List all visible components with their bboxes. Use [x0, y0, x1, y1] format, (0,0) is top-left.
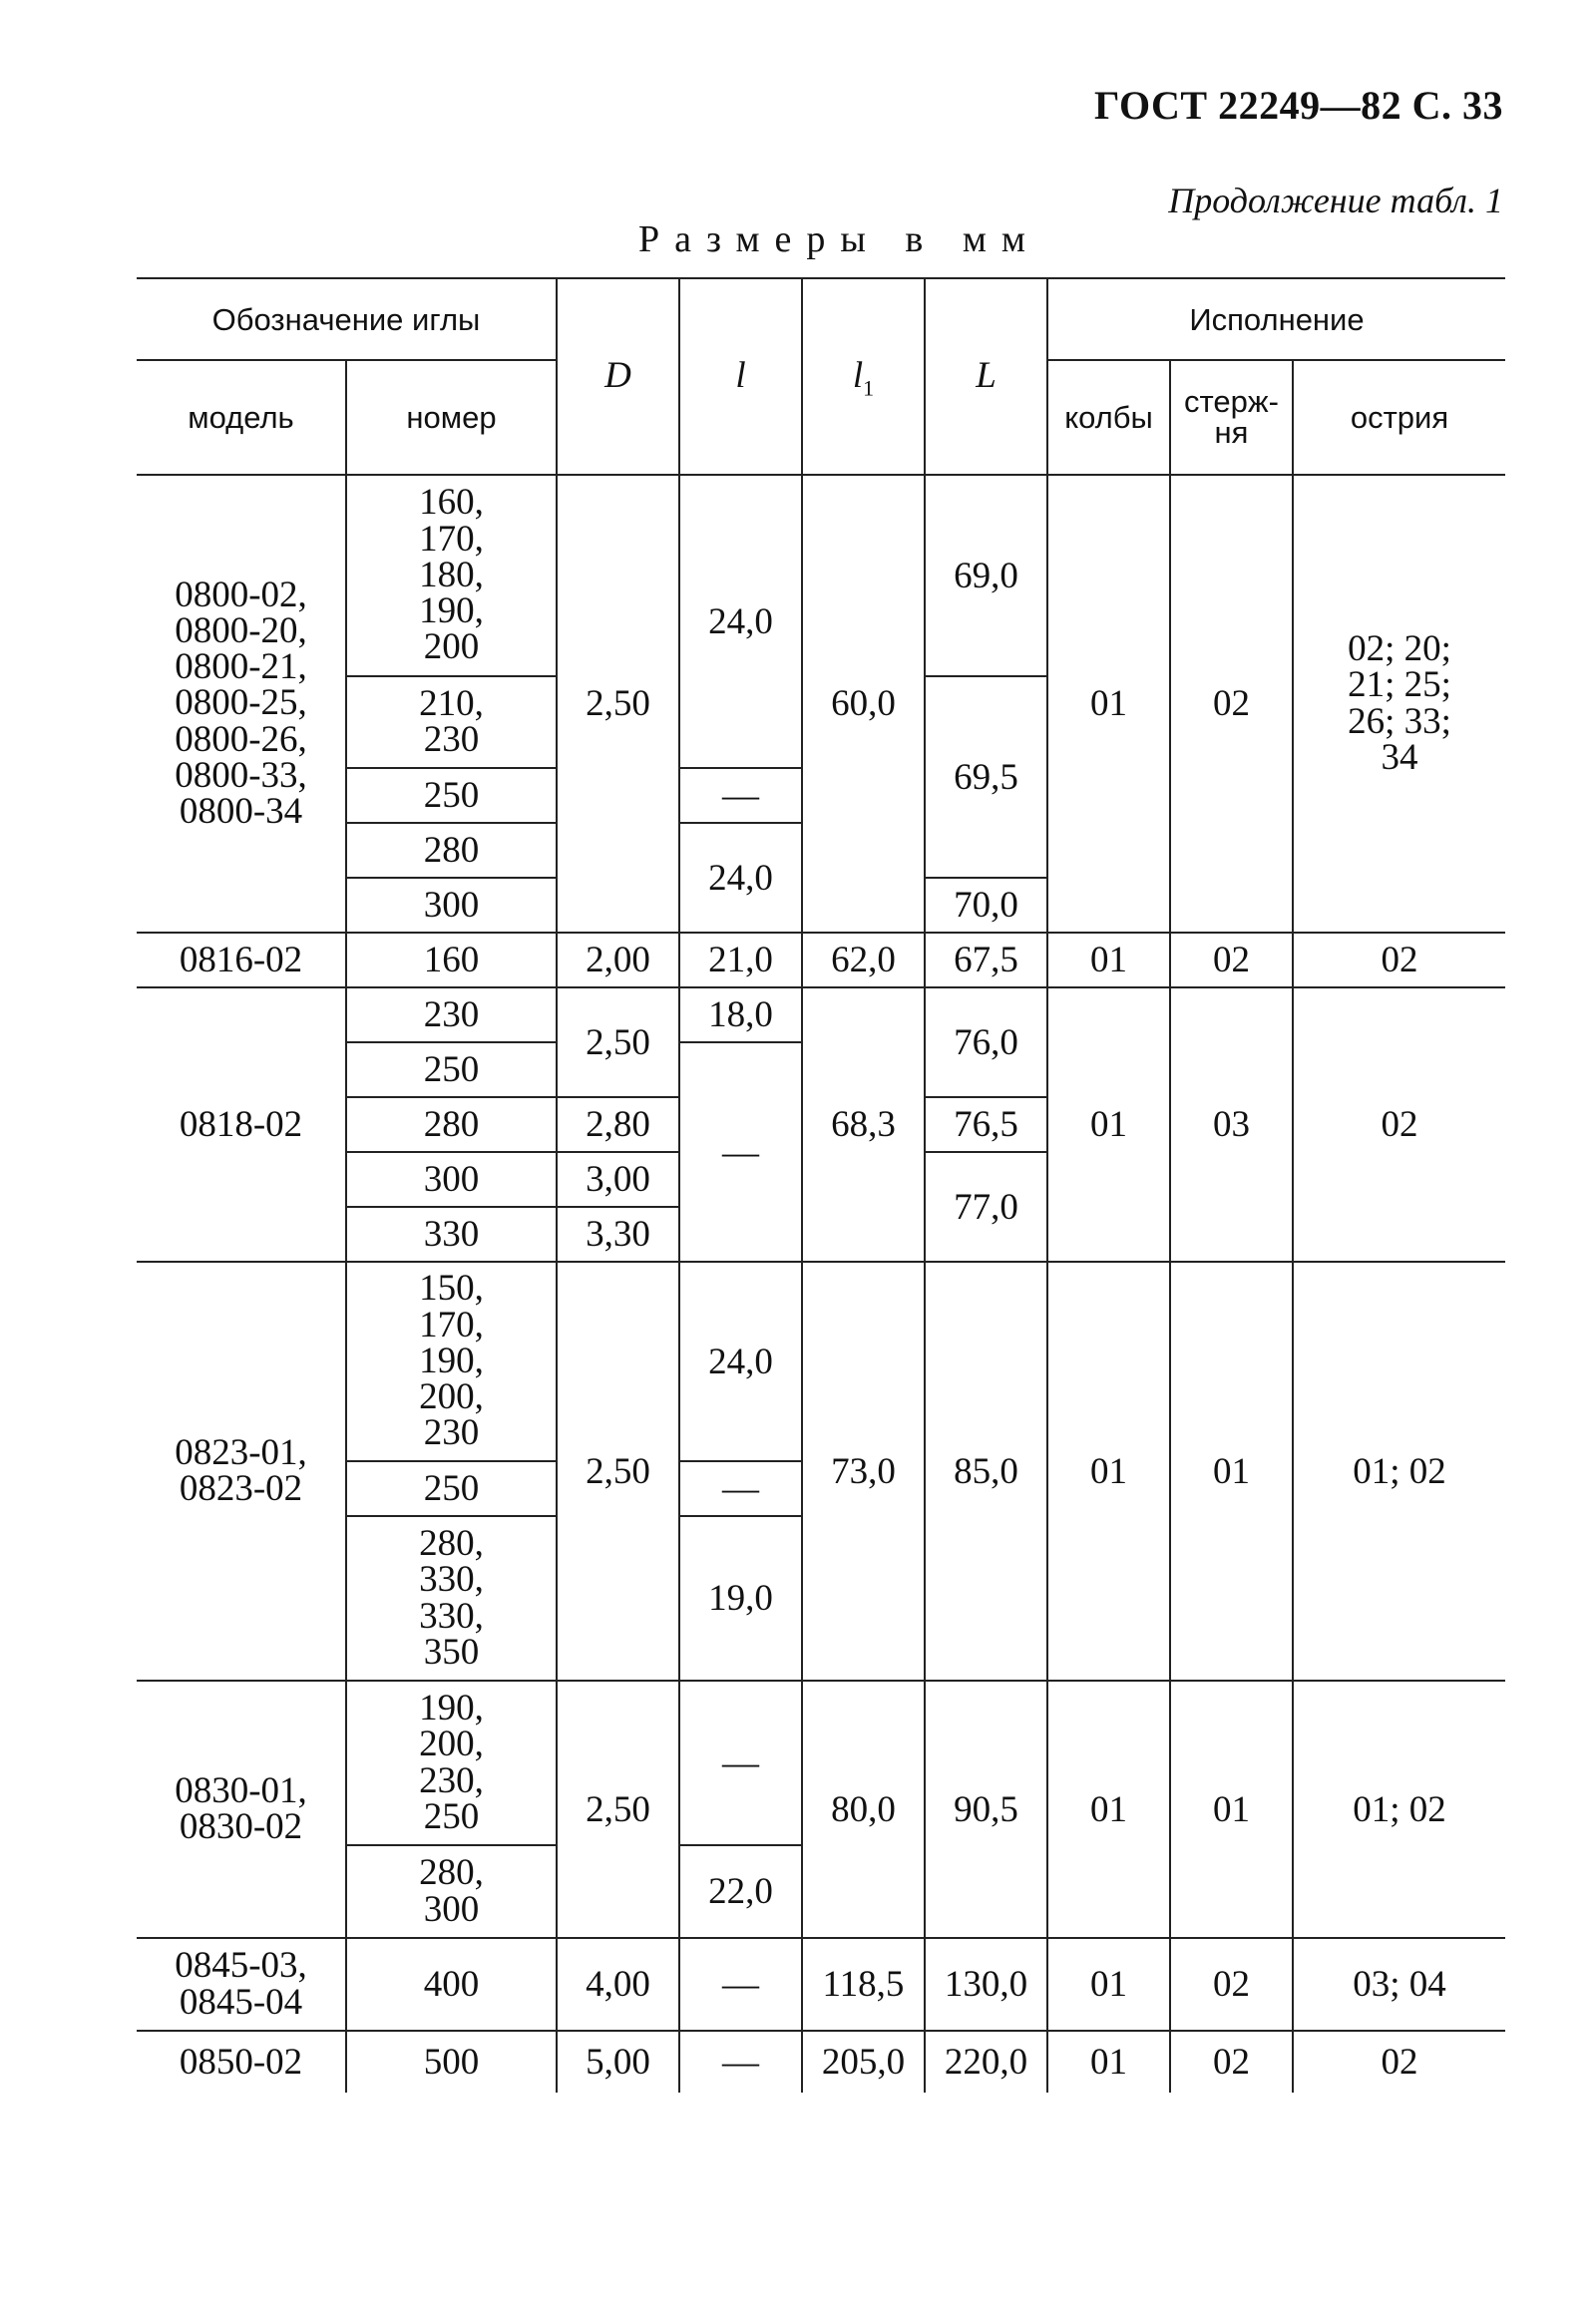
cell-shank: 02 — [1170, 1938, 1293, 2031]
cell-number: 280 — [346, 823, 557, 878]
cell-number: 160, 170, 180, 190, 200 — [346, 475, 557, 676]
cell-number: 300 — [346, 878, 557, 933]
cell-number: 210, 230 — [346, 676, 557, 768]
cell-D: 5,00 — [557, 2031, 679, 2093]
cell-number: 250 — [346, 768, 557, 823]
header-l: l — [679, 278, 802, 475]
cell-l1: 68,3 — [802, 987, 925, 1262]
cell-D: 2,80 — [557, 1097, 679, 1152]
header-execution: Исполнение — [1047, 278, 1505, 360]
cell-l1: 118,5 — [802, 1938, 925, 2031]
cell-shank: 02 — [1170, 475, 1293, 933]
cell-point: 02; 20; 21; 25; 26; 33; 34 — [1293, 475, 1505, 933]
needle-dimensions-table — [137, 277, 1505, 2093]
cell-point: 03; 04 — [1293, 1938, 1505, 2031]
cell-number: 300 — [346, 1152, 557, 1207]
cell-l1: 62,0 — [802, 933, 925, 987]
cell-L: 90,5 — [925, 1681, 1047, 1938]
cell-bulb: 01 — [1047, 1938, 1170, 2031]
cell-number: 150, 170, 190, 200, 230 — [346, 1262, 557, 1461]
header-l1-subscript: 1 — [863, 375, 875, 401]
cell-point: 02 — [1293, 933, 1505, 987]
cell-shank: 02 — [1170, 933, 1293, 987]
cell-l1: 60,0 — [802, 475, 925, 933]
cell-l1: 80,0 — [802, 1681, 925, 1938]
cell-l: 21,0 — [679, 933, 802, 987]
cell-number: 280, 330, 330, 350 — [346, 1516, 557, 1681]
table-row — [137, 1938, 1505, 2031]
cell-L: 69,5 — [925, 676, 1047, 878]
cell-bulb: 01 — [1047, 1262, 1170, 1681]
cell-D: 2,50 — [557, 475, 679, 933]
header-D: D — [557, 278, 679, 475]
cell-shank: 03 — [1170, 987, 1293, 1262]
cell-l: 24,0 — [679, 475, 802, 768]
cell-number: 230 — [346, 987, 557, 1042]
header-shank: стерж- ня — [1170, 360, 1293, 475]
cell-l: — — [679, 2031, 802, 2093]
cell-D: 3,00 — [557, 1152, 679, 1207]
cell-bulb: 01 — [1047, 475, 1170, 933]
cell-number: 160 — [346, 933, 557, 987]
cell-l: — — [679, 1681, 802, 1845]
cell-model: 0816-02 — [137, 933, 346, 987]
cell-l1: 205,0 — [802, 2031, 925, 2093]
cell-L: 130,0 — [925, 1938, 1047, 2031]
header-bulb: колбы — [1047, 360, 1170, 475]
cell-number: 280, 300 — [346, 1845, 557, 1938]
cell-point: 01; 02 — [1293, 1262, 1505, 1681]
cell-model: 0850-02 — [137, 2031, 346, 2093]
cell-point: 02 — [1293, 2031, 1505, 2093]
cell-L: 85,0 — [925, 1262, 1047, 1681]
cell-bulb: 01 — [1047, 987, 1170, 1262]
cell-shank: 01 — [1170, 1262, 1293, 1681]
cell-l: 24,0 — [679, 823, 802, 933]
cell-l1: 73,0 — [802, 1262, 925, 1681]
cell-L: 220,0 — [925, 2031, 1047, 2093]
cell-D: 2,50 — [557, 1681, 679, 1938]
cell-D: 2,50 — [557, 1262, 679, 1681]
cell-l: 19,0 — [679, 1516, 802, 1681]
cell-l: — — [679, 1461, 802, 1516]
cell-l: — — [679, 1042, 802, 1262]
cell-number: 330 — [346, 1207, 557, 1262]
cell-model: 0830-01, 0830-02 — [137, 1681, 346, 1938]
header-designation: Обозначение иглы — [137, 278, 557, 360]
cell-number: 190, 200, 230, 250 — [346, 1681, 557, 1845]
cell-D: 4,00 — [557, 1938, 679, 2031]
table-row — [137, 933, 1505, 987]
cell-D: 3,30 — [557, 1207, 679, 1262]
cell-model: 0845-03, 0845-04 — [137, 1938, 346, 2031]
cell-point: 02 — [1293, 987, 1505, 1262]
units-caption: Размеры в мм — [638, 218, 1040, 260]
cell-bulb: 01 — [1047, 1681, 1170, 1938]
table-row — [137, 2031, 1505, 2093]
cell-l: 24,0 — [679, 1262, 802, 1461]
cell-D: 2,50 — [557, 987, 679, 1097]
cell-bulb: 01 — [1047, 933, 1170, 987]
table-continuation-note: Продолжение табл. 1 — [1168, 181, 1503, 220]
cell-D: 2,00 — [557, 933, 679, 987]
cell-number: 250 — [346, 1042, 557, 1097]
cell-l: 18,0 — [679, 987, 802, 1042]
cell-bulb: 01 — [1047, 2031, 1170, 2093]
header-L: L — [925, 278, 1047, 475]
header-number: номер — [346, 360, 557, 475]
cell-L: 77,0 — [925, 1152, 1047, 1262]
cell-model: 0800-02, 0800-20, 0800-21, 0800-25, 0800-26, 0800-33, 0800-34 — [137, 475, 346, 933]
cell-number: 500 — [346, 2031, 557, 2093]
cell-l: 22,0 — [679, 1845, 802, 1938]
cell-L: 76,5 — [925, 1097, 1047, 1152]
cell-l: — — [679, 768, 802, 823]
cell-model: 0818-02 — [137, 987, 346, 1262]
header-l1-label: l — [852, 355, 864, 396]
cell-model: 0823-01, 0823-02 — [137, 1262, 346, 1681]
cell-number: 250 — [346, 1461, 557, 1516]
cell-shank: 01 — [1170, 1681, 1293, 1938]
cell-point: 01; 02 — [1293, 1681, 1505, 1938]
cell-L: 70,0 — [925, 878, 1047, 933]
page-header: ГОСТ 22249—82 С. 33 — [1093, 83, 1503, 128]
cell-L: 76,0 — [925, 987, 1047, 1097]
cell-l: — — [679, 1938, 802, 2031]
cell-number: 280 — [346, 1097, 557, 1152]
cell-L: 67,5 — [925, 933, 1047, 987]
cell-L: 69,0 — [925, 475, 1047, 676]
header-model: модель — [137, 360, 346, 475]
header-point: острия — [1293, 360, 1505, 475]
cell-shank: 02 — [1170, 2031, 1293, 2093]
cell-number: 400 — [346, 1938, 557, 2031]
header-l1 — [802, 278, 925, 475]
